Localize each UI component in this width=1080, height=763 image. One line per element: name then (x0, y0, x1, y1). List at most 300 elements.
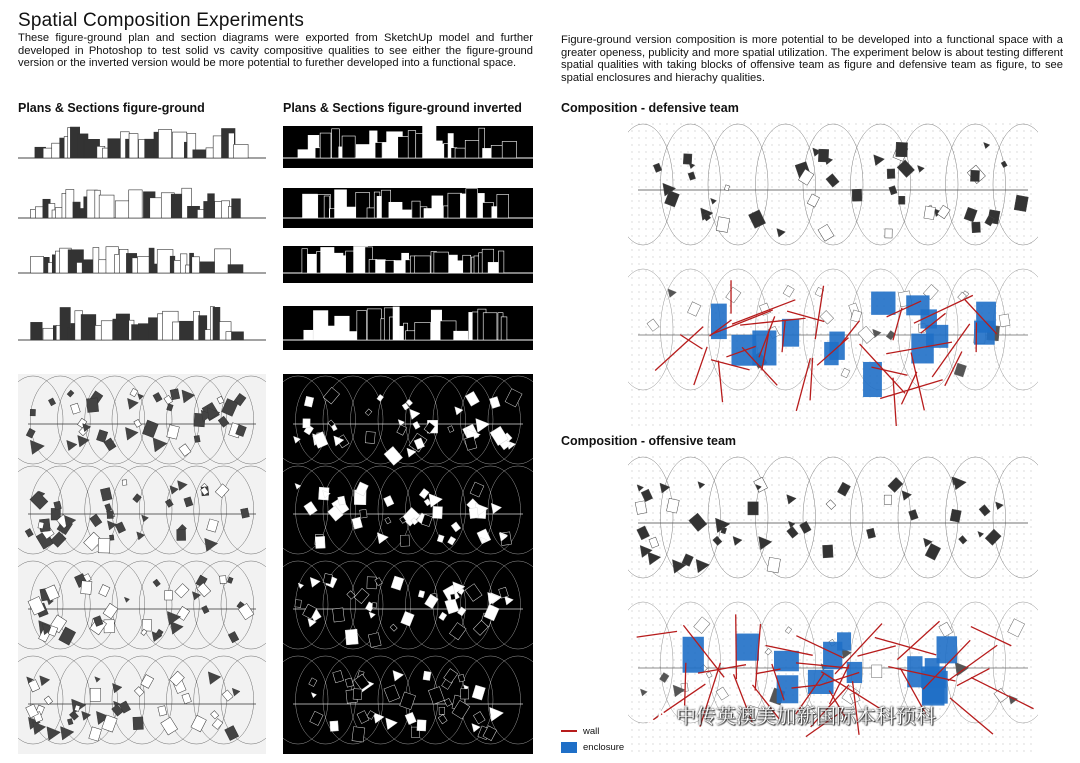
grid-dot (821, 499, 822, 500)
grid-dot (863, 646, 864, 647)
grid-dot (821, 201, 822, 202)
grid-dot (800, 625, 801, 626)
grid-dot (807, 313, 808, 314)
grid-dot (800, 411, 801, 412)
grid-dot (828, 604, 829, 605)
grid-dot (800, 562, 801, 563)
grid-dot (660, 541, 661, 542)
grid-dot (807, 569, 808, 570)
grid-dot (835, 513, 836, 514)
plan-arc (167, 466, 227, 554)
plan-block (333, 670, 344, 682)
grid-dot (646, 236, 647, 237)
grid-dot (709, 737, 710, 738)
grid-dot (954, 327, 955, 328)
grid-dot (807, 201, 808, 202)
grid-dot (1003, 124, 1004, 125)
grid-dot (870, 646, 871, 647)
grid-dot (1010, 334, 1011, 335)
grid-dot (772, 457, 773, 458)
grid-dot (891, 411, 892, 412)
plan-block (970, 170, 979, 181)
grid-dot (814, 362, 815, 363)
grid-dot (814, 257, 815, 258)
grid-dot (814, 194, 815, 195)
grid-dot (639, 653, 640, 654)
grid-dot (751, 737, 752, 738)
grid-dot (996, 390, 997, 391)
grid-dot (674, 674, 675, 675)
grid-dot (765, 257, 766, 258)
section-block (342, 207, 356, 218)
grid-dot (989, 425, 990, 426)
grid-dot (989, 257, 990, 258)
grid-dot (723, 639, 724, 640)
grid-dot (681, 208, 682, 209)
grid-dot (730, 264, 731, 265)
grid-dot (758, 131, 759, 132)
grid-dot (737, 236, 738, 237)
grid-dot (674, 159, 675, 160)
grid-dot (933, 124, 934, 125)
grid-dot (765, 576, 766, 577)
grid-dot (975, 418, 976, 419)
grid-dot (772, 425, 773, 426)
grid-dot (786, 257, 787, 258)
grid-dot (681, 299, 682, 300)
grid-dot (800, 583, 801, 584)
grid-dot (926, 194, 927, 195)
grid-dot (744, 485, 745, 486)
grid-dot (821, 334, 822, 335)
grid-dot (821, 520, 822, 521)
grid-dot (870, 131, 871, 132)
grid-dot (870, 681, 871, 682)
grid-dot (975, 250, 976, 251)
grid-dot (639, 138, 640, 139)
grid-dot (842, 250, 843, 251)
grid-dot (695, 138, 696, 139)
grid-dot (856, 660, 857, 661)
grid-dot (884, 404, 885, 405)
grid-dot (765, 208, 766, 209)
grid-dot (744, 208, 745, 209)
grid-dot (695, 569, 696, 570)
grid-dot (737, 604, 738, 605)
grid-dot (793, 548, 794, 549)
grid-dot (632, 604, 633, 605)
grid-dot (730, 215, 731, 216)
grid-dot (639, 243, 640, 244)
grid-dot (681, 229, 682, 230)
grid-dot (793, 250, 794, 251)
grid-dot (982, 187, 983, 188)
grid-dot (877, 681, 878, 682)
grid-dot (688, 527, 689, 528)
grid-dot (898, 257, 899, 258)
grid-dot (856, 464, 857, 465)
grid-dot (884, 264, 885, 265)
grid-dot (863, 611, 864, 612)
grid-dot (667, 390, 668, 391)
grid-dot (1017, 348, 1018, 349)
grid-dot (646, 376, 647, 377)
section-block (208, 194, 215, 218)
grid-dot (996, 166, 997, 167)
grid-dot (765, 194, 766, 195)
grid-dot (968, 376, 969, 377)
grid-dot (905, 215, 906, 216)
grid-dot (821, 667, 822, 668)
grid-dot (793, 222, 794, 223)
grid-dot (695, 597, 696, 598)
grid-dot (1017, 138, 1018, 139)
grid-dot (814, 492, 815, 493)
grid-dot (961, 208, 962, 209)
grid-dot (779, 513, 780, 514)
grid-dot (891, 138, 892, 139)
grid-dot (1024, 320, 1025, 321)
grid-dot (758, 611, 759, 612)
grid-dot (996, 250, 997, 251)
grid-dot (660, 632, 661, 633)
grid-dot (828, 124, 829, 125)
grid-dot (779, 173, 780, 174)
grid-dot (835, 292, 836, 293)
grid-dot (709, 513, 710, 514)
grid-dot (667, 152, 668, 153)
grid-dot (891, 471, 892, 472)
grid-dot (919, 138, 920, 139)
grid-dot (842, 320, 843, 321)
grid-dot (793, 751, 794, 752)
grid-dot (632, 597, 633, 598)
grid-dot (765, 457, 766, 458)
grid-dot (954, 180, 955, 181)
grid-dot (674, 646, 675, 647)
grid-dot (779, 348, 780, 349)
grid-dot (961, 404, 962, 405)
plan-block (228, 631, 239, 642)
grid-dot (1024, 278, 1025, 279)
grid-dot (667, 355, 668, 356)
grid-dot (646, 569, 647, 570)
grid-dot (681, 674, 682, 675)
grid-dot (842, 597, 843, 598)
grid-dot (646, 285, 647, 286)
plan-block (444, 698, 452, 706)
grid-dot (884, 681, 885, 682)
grid-dot (646, 695, 647, 696)
grid-dot (807, 604, 808, 605)
grid-dot (1003, 180, 1004, 181)
grid-dot (1003, 271, 1004, 272)
grid-dot (891, 590, 892, 591)
grid-dot (772, 625, 773, 626)
grid-dot (863, 548, 864, 549)
grid-dot (660, 499, 661, 500)
grid-dot (723, 404, 724, 405)
grid-dot (667, 285, 668, 286)
grid-dot (772, 653, 773, 654)
grid-dot (639, 569, 640, 570)
grid-dot (1010, 411, 1011, 412)
grid-dot (737, 597, 738, 598)
plan-block (372, 603, 376, 608)
grid-dot (744, 737, 745, 738)
grid-dot (632, 485, 633, 486)
grid-dot (828, 499, 829, 500)
grid-dot (1003, 369, 1004, 370)
grid-dot (695, 194, 696, 195)
grid-dot (877, 257, 878, 258)
grid-dot (779, 583, 780, 584)
grid-dot (779, 341, 780, 342)
grid-dot (800, 471, 801, 472)
grid-dot (674, 457, 675, 458)
grid-dot (737, 180, 738, 181)
grid-dot (926, 173, 927, 174)
grid-dot (870, 625, 871, 626)
grid-dot (975, 376, 976, 377)
grid-dot (751, 520, 752, 521)
grid-dot (744, 499, 745, 500)
grid-dot (639, 215, 640, 216)
grid-dot (744, 222, 745, 223)
grid-dot (639, 341, 640, 342)
grid-dot (933, 264, 934, 265)
grid-dot (793, 236, 794, 237)
grid-dot (884, 320, 885, 321)
grid-dot (835, 618, 836, 619)
grid-dot (863, 499, 864, 500)
grid-dot (863, 131, 864, 132)
grid-dot (842, 527, 843, 528)
plan-block (81, 581, 92, 595)
grid-dot (891, 222, 892, 223)
plan-arc (85, 561, 145, 649)
grid-dot (1010, 208, 1011, 209)
plan-triangle (192, 592, 200, 600)
grid-dot (716, 187, 717, 188)
grid-dot (772, 471, 773, 472)
plan-triangle (232, 688, 240, 696)
grid-dot (905, 250, 906, 251)
grid-dot (870, 145, 871, 146)
grid-dot (639, 425, 640, 426)
grid-dot (772, 299, 773, 300)
grid-dot (1031, 299, 1032, 300)
grid-dot (926, 278, 927, 279)
grid-dot (681, 541, 682, 542)
grid-dot (737, 737, 738, 738)
grid-dot (779, 625, 780, 626)
grid-dot (632, 723, 633, 724)
plan-triangle (472, 724, 481, 733)
grid-dot (667, 404, 668, 405)
grid-dot (982, 404, 983, 405)
grid-dot (660, 625, 661, 626)
grid-dot (639, 418, 640, 419)
plan-triangle (30, 440, 44, 454)
grid-dot (765, 646, 766, 647)
grid-dot (898, 611, 899, 612)
plan-triangle (984, 142, 990, 148)
grid-dot (723, 506, 724, 507)
grid-dot (702, 306, 703, 307)
grid-dot (800, 674, 801, 675)
grid-dot (730, 548, 731, 549)
grid-dot (891, 159, 892, 160)
grid-dot (821, 506, 822, 507)
grid-dot (779, 464, 780, 465)
grid-dot (779, 180, 780, 181)
grid-dot (856, 243, 857, 244)
grid-dot (814, 208, 815, 209)
grid-dot (793, 418, 794, 419)
grid-dot (877, 215, 878, 216)
grid-dot (863, 737, 864, 738)
grid-dot (933, 131, 934, 132)
grid-dot (891, 737, 892, 738)
grid-dot (1031, 320, 1032, 321)
grid-dot (730, 187, 731, 188)
grid-dot (800, 485, 801, 486)
grid-dot (849, 187, 850, 188)
grid-dot (1010, 278, 1011, 279)
grid-dot (737, 152, 738, 153)
grid-dot (982, 383, 983, 384)
grid-dot (674, 576, 675, 577)
grid-dot (709, 250, 710, 251)
grid-dot (716, 145, 717, 146)
grid-dot (807, 376, 808, 377)
grid-dot (912, 376, 913, 377)
grid-dot (954, 404, 955, 405)
grid-dot (821, 492, 822, 493)
grid-dot (996, 418, 997, 419)
grid-dot (632, 653, 633, 654)
grid-dot (674, 334, 675, 335)
grid-dot (695, 618, 696, 619)
grid-dot (786, 506, 787, 507)
grid-dot (982, 124, 983, 125)
grid-dot (646, 271, 647, 272)
grid-dot (786, 471, 787, 472)
grid-dot (891, 271, 892, 272)
grid-dot (842, 618, 843, 619)
section-block (101, 321, 112, 340)
section-block (307, 254, 316, 273)
grid-dot (940, 138, 941, 139)
grid-dot (709, 152, 710, 153)
grid-dot (884, 520, 885, 521)
grid-dot (730, 250, 731, 251)
grid-dot (786, 730, 787, 731)
grid-dot (646, 404, 647, 405)
grid-dot (814, 397, 815, 398)
grid-dot (905, 404, 906, 405)
grid-dot (737, 688, 738, 689)
grid-dot (1017, 292, 1018, 293)
grid-dot (653, 271, 654, 272)
grid-dot (723, 257, 724, 258)
grid-dot (723, 348, 724, 349)
grid-dot (639, 618, 640, 619)
grid-dot (891, 611, 892, 612)
grid-dot (884, 180, 885, 181)
grid-dot (905, 264, 906, 265)
grid-dot (905, 376, 906, 377)
grid-dot (793, 520, 794, 521)
grid-dot (807, 397, 808, 398)
grid-dot (863, 418, 864, 419)
grid-dot (1017, 341, 1018, 342)
grid-dot (968, 278, 969, 279)
grid-dot (667, 208, 668, 209)
grid-dot (786, 229, 787, 230)
grid-dot (765, 173, 766, 174)
grid-dot (842, 751, 843, 752)
grid-dot (877, 229, 878, 230)
grid-dot (793, 737, 794, 738)
grid-dot (632, 411, 633, 412)
grid-dot (898, 131, 899, 132)
grid-dot (884, 173, 885, 174)
plan-triangle (429, 494, 443, 508)
grid-dot (716, 257, 717, 258)
grid-dot (702, 506, 703, 507)
section-block (52, 143, 61, 158)
grid-dot (891, 604, 892, 605)
grid-dot (688, 499, 689, 500)
grid-dot (723, 618, 724, 619)
grid-dot (821, 418, 822, 419)
grid-dot (849, 737, 850, 738)
grid-dot (982, 145, 983, 146)
grid-dot (996, 194, 997, 195)
grid-dot (660, 292, 661, 293)
grid-dot (702, 124, 703, 125)
grid-dot (933, 138, 934, 139)
grid-dot (667, 688, 668, 689)
grid-dot (856, 418, 857, 419)
grid-dot (772, 618, 773, 619)
grid-dot (856, 499, 857, 500)
grid-dot (968, 362, 969, 363)
grid-dot (870, 313, 871, 314)
plan-block (896, 142, 908, 157)
grid-dot (653, 569, 654, 570)
plan-block (122, 480, 127, 486)
grid-dot (849, 404, 850, 405)
grid-dot (744, 506, 745, 507)
grid-dot (681, 292, 682, 293)
grid-dot (842, 404, 843, 405)
grid-dot (709, 208, 710, 209)
grid-dot (891, 534, 892, 535)
grid-dot (863, 215, 864, 216)
grid-dot (940, 313, 941, 314)
grid-dot (695, 131, 696, 132)
grid-dot (849, 520, 850, 521)
section-block (304, 330, 313, 340)
grid-dot (828, 597, 829, 598)
grid-dot (751, 597, 752, 598)
grid-dot (681, 548, 682, 549)
grid-dot (807, 534, 808, 535)
grid-dot (954, 194, 955, 195)
